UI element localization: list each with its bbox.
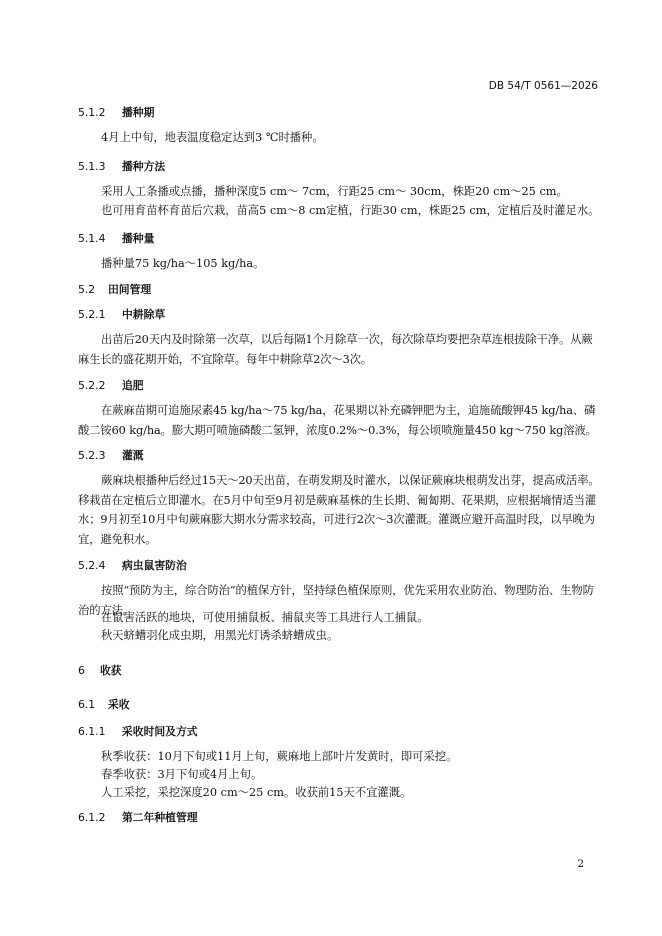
section-number: 5.2.3	[78, 449, 106, 462]
section-number: 5.2.1	[78, 308, 106, 321]
paragraph: 秋天蛴螬羽化成虫期，用黑光灯诱杀蛴螬成虫。	[101, 629, 339, 642]
section-number: 5.2.4	[78, 559, 106, 572]
paragraph: 春季收获：3月下旬或4月上旬。	[101, 768, 263, 781]
section-number: 6	[78, 664, 85, 677]
document-code: DB 54/T 0561—2026	[488, 80, 598, 92]
paragraph: 在蕨麻苗期可追施尿素45 kg/ha～75 kg/ha，花果期以补充磷钾肥为主，追施硫酸钾45 kg/ha、磷酸二铵60 kg/ha。膨大期可喷施磷酸二氢钾，浓度0.2%～0.3%，每公顷喷施量450 kg～750 kg溶液。	[78, 404, 597, 437]
section-heading-6-1-1	[78, 722, 603, 742]
section-title: 播种期	[122, 106, 155, 119]
section-title: 第二年种植管理	[122, 811, 198, 824]
section-number: 5.2.2	[78, 379, 106, 392]
paragraph: 也可用育苗杯育苗后穴栽，苗高5 cm～8 cm定植，行距30 cm，株距25 cm，定植后及时灌足水。	[101, 204, 600, 217]
section-number: 5.1.3	[78, 160, 106, 173]
section-title: 播种量	[122, 232, 155, 245]
section-heading-5-2-2	[78, 376, 603, 396]
section-number: 5.2	[78, 283, 96, 296]
section-heading-6-1-2	[78, 808, 603, 828]
paragraph: 播种量75 kg/ha～105 kg/ha。	[101, 257, 265, 270]
section-heading-5-2-3	[78, 446, 603, 466]
section-heading-6	[78, 661, 603, 681]
paragraph: 在鼠害活跃的地块，可使用捕鼠板、捕鼠夹等工具进行人工捕鼠。	[101, 611, 429, 624]
section-title: 病虫鼠害防治	[122, 559, 187, 572]
section-number: 6.1	[78, 698, 96, 711]
section-title: 采收时间及方式	[122, 725, 198, 738]
section-title: 中耕除草	[122, 308, 166, 321]
section-heading-5-2-4	[78, 556, 603, 576]
section-heading-5-1-2	[78, 103, 603, 123]
section-number: 5.1.2	[78, 106, 106, 119]
section-title: 追肥	[122, 379, 144, 392]
page-number: 2	[577, 858, 584, 870]
section-number: 5.1.4	[78, 232, 106, 245]
paragraph: 蕨麻块根播种后经过15天～20天出苗，在萌发期及时灌水，以保证蕨麻块根萌发出芽，提高成活率。移栽苗在定植后立即灌水。在5月中旬至9月初是蕨麻基株的生长期、匍匐期、花果期，应根据墒情适当灌水；9月初至10月中旬蕨麻膨大期水分需求较高，可进行2次～3次灌溉。灌溉应避开高温时段，以早晚为宜，避免积水。	[78, 474, 600, 546]
section-heading-5-1-4	[78, 229, 603, 249]
paragraph: 4月上中旬，地表温度稳定达到3 ℃时播种。	[101, 131, 324, 144]
section-heading-5-1-3	[78, 157, 603, 177]
section-heading-5-2	[78, 280, 603, 300]
paragraph: 按照“预防为主，综合防治”的植保方针，坚持绿色植保原则，优先采用农业防治、物理防治、生物防治的方法。	[78, 584, 594, 617]
section-title: 收获	[100, 664, 122, 677]
section-title: 田间管理	[108, 283, 152, 296]
section-title: 灌溉	[122, 449, 144, 462]
paragraph: 秋季收获：10月下旬或11月上旬，蕨麻地上部叶片发黄时，即可采挖。	[101, 750, 458, 763]
section-heading-5-2-1	[78, 305, 603, 325]
section-heading-6-1	[78, 695, 603, 715]
paragraph: 人工采挖，采挖深度20 cm～25 cm。收获前15天不宜灌溉。	[101, 786, 412, 799]
section-title: 采收	[108, 698, 130, 711]
section-number: 6.1.1	[78, 725, 106, 738]
section-number: 6.1.2	[78, 811, 106, 824]
paragraph: 采用人工条播或点播，播种深度5 cm～ 7cm，行距25 cm～ 30cm，株距20 cm～25 cm。	[101, 185, 568, 198]
paragraph: 出苗后20天内及时除第一次草，以后每隔1个月除草一次，每次除草均要把杂草连根拔除干净。从蕨麻生长的盛花期开始，不宜除草。每年中耕除草2次～3次。	[78, 333, 593, 366]
section-title: 播种方法	[122, 160, 166, 173]
